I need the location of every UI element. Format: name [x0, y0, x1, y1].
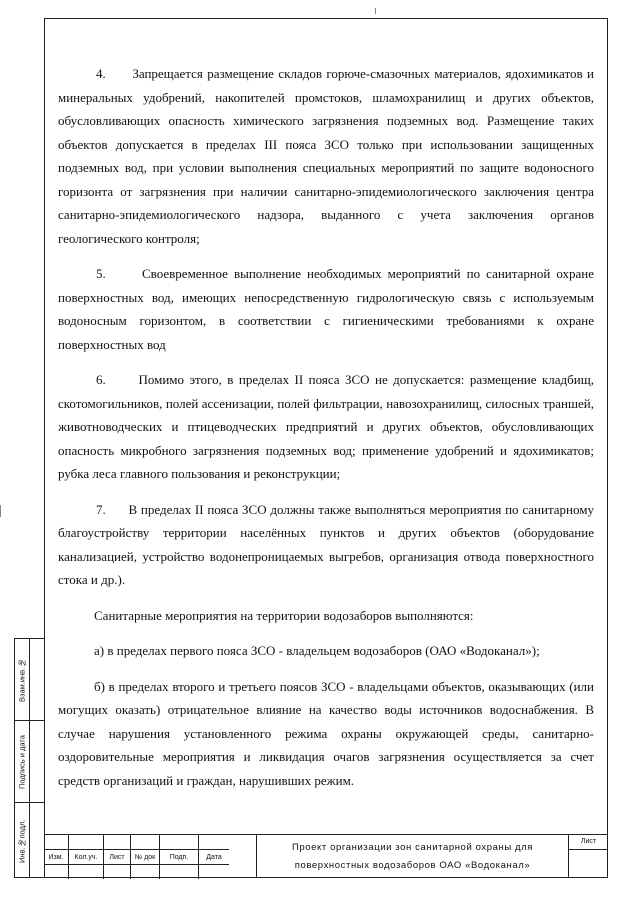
- side-label-signature-date: Подпись и дата: [17, 735, 27, 789]
- side-label-inventory: Инв.№подл.: [17, 819, 27, 863]
- document-title-line-1: Проект организации зон санитарной охраны для: [291, 842, 534, 853]
- paragraph-6: 6. Помимо этого, в пределах II пояса ЗСО не допускается: размещение кладбищ, скотомогильников, полей ассенизации, полей фильтрации, навозохранилищ, силосных траншей, животноводческих и птицеводческих предприятий и других объектов, обусловливающих опасность микробного загрязнения подземных вод; применение удобрений и ядохимикатов; рубка леса главного пользования и реконструкции;: [58, 372, 594, 481]
- header-podp: Подп.: [160, 850, 199, 865]
- revision-table: [44, 835, 229, 879]
- header-list: Лист: [104, 850, 131, 865]
- sheet-label: Лист: [569, 835, 608, 850]
- header-kol-uch: Кол.уч.: [69, 850, 104, 865]
- paragraph-measures-intro: Санитарные мероприятия на территории водозаборов выполняются:: [94, 607, 474, 623]
- header-doc-num: № док: [131, 850, 160, 865]
- paragraph-4: 4. Запрещается размещение складов горюче-смазочных материалов, ядохимикатов и минеральных удобрений, накопителей промстоков, шламохранилищ и других объектов, обусловливающих опасность химического загрязнения подземных вод. Размещение таких объектов допускается в пределах III пояса ЗСО только при использовании защищенных подземных вод, при условии выполнения специальных мероприятий по защите водоносного горизонта от загрязнения при наличии санитарно-эпидемиологического заключения центра санитарно-эпидемиологического надзора, выданного с учета заключения органов геологического контроля;: [58, 66, 594, 246]
- paragraph-measures-a: а) в пределах первого пояса ЗСО - владельцем водозаборов (ОАО «Водоканал»);: [94, 643, 540, 658]
- document-title: [256, 835, 568, 878]
- title-block: [44, 834, 608, 878]
- paragraph-measures-b: б) в пределах второго и третьего поясов ЗСО - владельцами объектов, оказывающих (или могущих оказать) отрицательное влияние на качество воды источников водоснабжения. В случае нарушения установленного режима охраны окружающей среды, санитарно-оздоровительные мероприятия и ликвидация очагов загрязнения осуществляется за счет средств организаций и граждан, нарушивших режим.: [58, 678, 594, 788]
- document-title-line-2: поверхностных водозаборов ОАО «Водоканал»: [294, 860, 531, 871]
- paragraph-5: 5. Своевременное выполнение необходимых мероприятий по санитарной охране поверхностных вод, имеющих непосредственную гидрологическую связь с используемым водоносным горизонтом, в соответствии с гигиеническими требованиями к охране поверхностных вод: [58, 266, 594, 352]
- header-izm: Изм.: [44, 850, 69, 865]
- scan-mark: [375, 8, 376, 14]
- side-label-vzam: Взам.инв.№: [17, 658, 27, 702]
- paragraph-7: 7. В пределах II пояса ЗСО должны также выполняться мероприятия по санитарному благоустройству территории населённых пунктов и других объектов (оборудование канализацией, устройство водонепроницаемых выгребов, организация отвода поверхностного стока и др.).: [58, 501, 594, 587]
- sheet-box: [568, 835, 608, 878]
- header-date: Дата: [199, 850, 230, 865]
- document-body: [58, 62, 594, 804]
- scan-mark: [0, 505, 1, 517]
- side-stamp: [14, 638, 44, 878]
